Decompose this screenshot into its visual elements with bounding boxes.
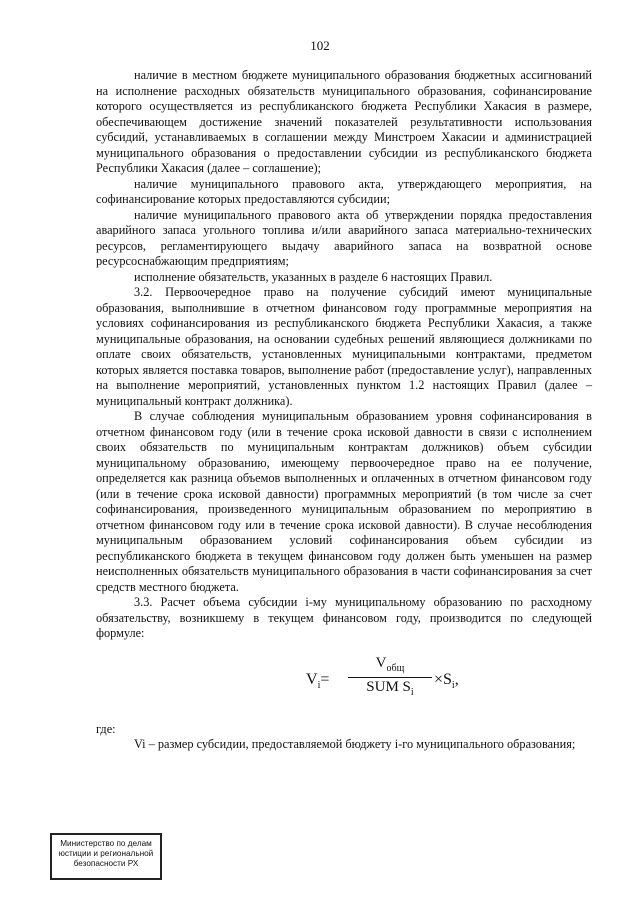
stamp-line-2: юстиции и региональной <box>58 849 154 858</box>
paragraph-cofinancing-level: В случае соблюдения муниципальным образованием уровня софинансирования в отчетном финансовом году (или в течение срока исковой давности в связи с исполнением своих обязательств по муниципальным контрактам должников) объем субсидии муниципальному образованию, имеющему первоочередное право на ее получение, определяется как разница объемов выполненных и оплаченных в отчетном финансовом году (или в течение срока исковой давности) программных мероприятий (в том числе за счет софинансирования, произведенного муниципальным образованием по мероприятию в отчетном финансовом году или в течение срока исковой давности). В случае несоблюдения муниципальным образованием условий софинансирования объем субсидии из республиканского бюджета в текущем финансовом году должен быть уменьшен на размер неисполненных обязательств муниципального образования в части софинансирования за счет средств местного бюджета. <box>96 409 592 594</box>
subsidy-formula <box>96 646 592 718</box>
ministry-stamp <box>50 833 162 880</box>
stamp-line-3: безопасности РХ <box>73 859 139 868</box>
formula-fraction <box>348 656 432 701</box>
document-body <box>96 68 592 753</box>
page-number: 102 <box>310 38 330 53</box>
definition-vi: Vi – размер субсидии, предоставляемой бюджету i-го муниципального образования; <box>134 737 576 751</box>
formula-numerator: $V_{общ}$ <box>375 654 405 674</box>
paragraph-legal-act-emergency-reserve: наличие муниципального правового акта об утверждении порядка предоставления аварийного запаса угольного топлива и/или аварийного запаса материально-технических ресурсов, регламентирующего выдачу аварийного запаса на возвратной основе ресурсоснабжающим предприятиям; <box>96 207 592 268</box>
formula-denominator: SUM $S_i$ <box>366 679 414 698</box>
paragraph-budget-allocations: наличие в местном бюджете муниципального образования бюджетных ассигнований на исполнение расходных обязательств муниципального образования, софинансирование которого осуществляется из республиканского бюджета Республики Хакасия в размере, обеспечивающем достижение значений показателей результативности использования субсидий, устанавливаемых в соглашении между Минстроем Хакасии и администрацией муниципального образования о предоставлении субсидии из республиканского бюджета Республики Хакасия (далее – соглашение); <box>96 68 592 175</box>
paragraph-3-2-priority-right: 3.2. Первоочередное право на получение субсидий имеют муниципальные образования, выполнившие в отчетном финансовом году программные мероприятия на условиях софинансирования из республиканского бюджета Республики Хакасия, а также муниципальные образования, на основании судебных решений являющиеся должниками по оплате своих обязательств, установленных муниципальными контрактами, предметом которых является поставка товаров, выполнение работ (предоставление услуг), направленных на выполнение мероприятий, установленных пунктом 1.2 настоящих Правил (далее – муниципальный контракт должника). <box>96 285 592 408</box>
paragraph-obligations-section-6: исполнение обязательств, указанных в разделе 6 настоящих Правил. <box>134 269 493 284</box>
where-label: где: <box>96 721 116 736</box>
paragraph-3-3-calculation: 3.3. Расчет объема субсидии i-му муниципальному образованию по расходному обязательству, возникшему в текущем финансовом году, производится по следующей формуле: <box>96 595 592 640</box>
formula-lhs: $V_i=$ <box>306 670 330 691</box>
fraction-bar <box>348 677 432 678</box>
stamp-line-1: Министерство по делам <box>60 839 152 848</box>
formula-rhs: $\times S_i$, <box>434 670 459 691</box>
paragraph-legal-act-activities: наличие муниципального правового акта, утверждающего мероприятия, на софинансирование которых предоставляются субсидии; <box>96 176 592 206</box>
